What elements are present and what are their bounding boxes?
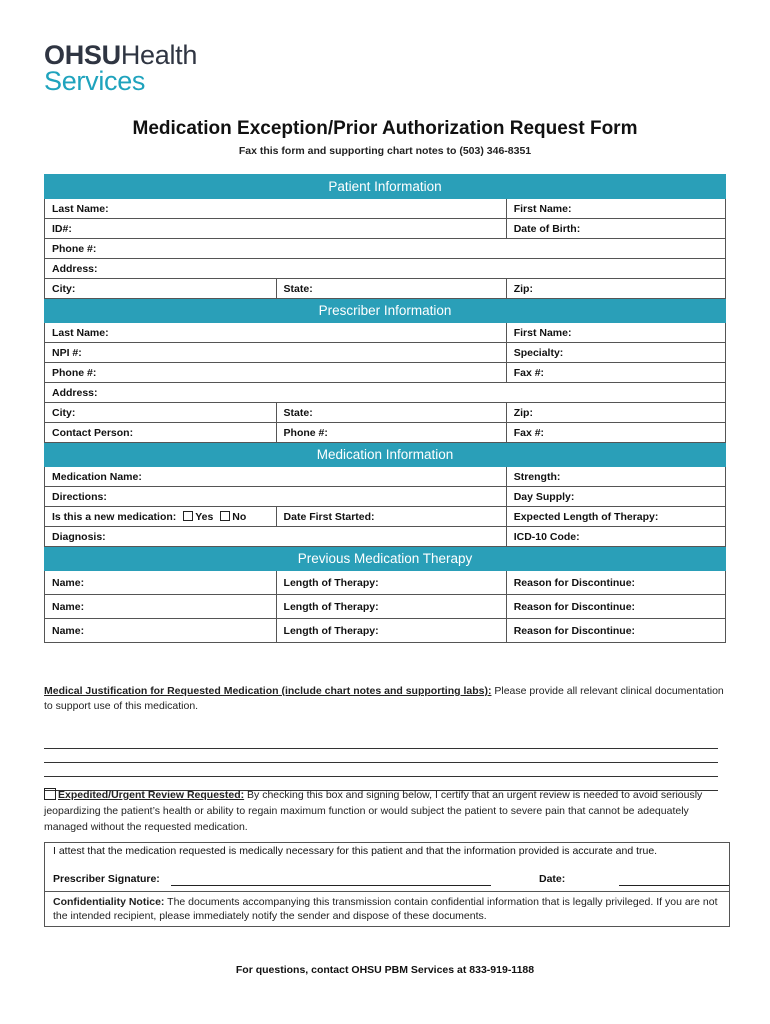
writing-line[interactable] bbox=[44, 763, 718, 777]
patient-first-name-field[interactable]: First Name: bbox=[506, 199, 725, 219]
previous-name-field[interactable]: Name: bbox=[45, 595, 277, 619]
icd10-code-field[interactable]: ICD-10 Code: bbox=[506, 527, 725, 547]
prescriber-signature-line[interactable] bbox=[171, 885, 491, 886]
signature-date-line[interactable] bbox=[619, 885, 729, 886]
patient-city-field[interactable]: City: bbox=[45, 279, 277, 299]
signature-date-label: Date: bbox=[539, 873, 566, 885]
prescriber-section-header: Prescriber Information bbox=[45, 299, 726, 323]
prescriber-state-field[interactable]: State: bbox=[276, 403, 506, 423]
request-form-table bbox=[44, 174, 726, 643]
no-checkbox[interactable] bbox=[220, 511, 230, 521]
previous-name-field[interactable]: Name: bbox=[45, 619, 277, 643]
patient-state-field[interactable]: State: bbox=[276, 279, 506, 299]
prescriber-zip-field[interactable]: Zip: bbox=[506, 403, 725, 423]
justification-writing-lines[interactable] bbox=[44, 735, 718, 791]
confidentiality-label: Confidentiality Notice: bbox=[53, 896, 165, 908]
expedited-checkbox[interactable] bbox=[44, 788, 56, 800]
patient-id-field[interactable]: ID#: bbox=[45, 219, 507, 239]
medication-section-header: Medication Information bbox=[45, 443, 726, 467]
expedited-review bbox=[44, 787, 726, 835]
confidentiality-notice bbox=[44, 892, 730, 927]
prescriber-address-field[interactable]: Address: bbox=[45, 383, 726, 403]
logo-health: Health bbox=[120, 40, 198, 70]
patient-address-field[interactable]: Address: bbox=[45, 259, 726, 279]
prescriber-npi-field[interactable]: NPI #: bbox=[45, 343, 507, 363]
expedited-label: Expedited/Urgent Review Requested: bbox=[58, 789, 245, 801]
logo-services: Services bbox=[44, 66, 146, 96]
yes-checkbox[interactable] bbox=[183, 511, 193, 521]
new-medication-question bbox=[45, 507, 277, 527]
previous-name-field[interactable]: Name: bbox=[45, 571, 277, 595]
prescriber-signature-label: Prescriber Signature: bbox=[53, 873, 160, 885]
prescriber-specialty-field[interactable]: Specialty: bbox=[506, 343, 725, 363]
medical-justification bbox=[44, 684, 726, 714]
prescriber-fax-field[interactable]: Fax #: bbox=[506, 363, 725, 383]
attestation-text: I attest that the medication requested is medically necessary for this patient and that the information provided is accurate and true. bbox=[53, 845, 658, 857]
patient-phone-field[interactable]: Phone #: bbox=[45, 239, 726, 259]
footer-contact: For questions, contact OHSU PBM Services at 833-919-1188 bbox=[235, 964, 535, 976]
contact-person-field[interactable]: Contact Person: bbox=[45, 423, 277, 443]
fax-instructions: Fax this form and supporting chart notes to (503) 346-8351 bbox=[238, 145, 532, 157]
day-supply-field[interactable]: Day Supply: bbox=[506, 487, 725, 507]
expedited-text: By checking this box and signing below, I certify that an urgent review is needed to avoid seriously jeopardizing the patient’s health or ability to regain maximum function or would subject the patient to severe pain that cannot be adequately managed without the requested medication. bbox=[44, 789, 703, 833]
previous-therapy-section-header: Previous Medication Therapy bbox=[45, 547, 726, 571]
writing-line[interactable] bbox=[44, 749, 718, 763]
justification-label: Medical Justification for Requested Medication (include chart notes and supporting labs): bbox=[44, 685, 492, 697]
prescriber-phone-field[interactable]: Phone #: bbox=[45, 363, 507, 383]
expected-length-field[interactable]: Expected Length of Therapy: bbox=[506, 507, 725, 527]
prescriber-first-name-field[interactable]: First Name: bbox=[506, 323, 725, 343]
previous-reason-field[interactable]: Reason for Discontinue: bbox=[506, 595, 725, 619]
confidentiality-text: The documents accompanying this transmission contain confidential information that is legally privileged. If you are not the intended recipient, please immediately notify the sender and dispose of these documents. bbox=[53, 896, 718, 922]
patient-dob-field[interactable]: Date of Birth: bbox=[506, 219, 725, 239]
previous-reason-field[interactable]: Reason for Discontinue: bbox=[506, 619, 725, 643]
medication-name-field[interactable]: Medication Name: bbox=[45, 467, 507, 487]
contact-phone-field[interactable]: Phone #: bbox=[276, 423, 506, 443]
writing-line[interactable] bbox=[44, 735, 718, 749]
prescriber-city-field[interactable]: City: bbox=[45, 403, 277, 423]
ohsu-health-services-logo bbox=[44, 42, 197, 95]
patient-last-name-field[interactable]: Last Name: bbox=[45, 199, 507, 219]
diagnosis-field[interactable]: Diagnosis: bbox=[45, 527, 507, 547]
patient-section-header: Patient Information bbox=[45, 175, 726, 199]
attestation-box bbox=[44, 842, 730, 892]
logo-ohsu: OHSU bbox=[44, 40, 121, 70]
justification-text: Please provide all relevant clinical documentation to support use of this medication. bbox=[44, 685, 724, 712]
yes-label: Yes bbox=[195, 510, 214, 523]
previous-length-field[interactable]: Length of Therapy: bbox=[276, 571, 506, 595]
patient-zip-field[interactable]: Zip: bbox=[506, 279, 725, 299]
form-title: Medication Exception/Prior Authorization Request Form bbox=[132, 118, 638, 139]
no-label: No bbox=[232, 510, 247, 523]
date-first-started-field[interactable]: Date First Started: bbox=[276, 507, 506, 527]
previous-length-field[interactable]: Length of Therapy: bbox=[276, 619, 506, 643]
new-medication-label: Is this a new medication: bbox=[52, 510, 177, 523]
contact-fax-field[interactable]: Fax #: bbox=[506, 423, 725, 443]
directions-field[interactable]: Directions: bbox=[45, 487, 507, 507]
previous-reason-field[interactable]: Reason for Discontinue: bbox=[506, 571, 725, 595]
strength-field[interactable]: Strength: bbox=[506, 467, 725, 487]
prescriber-last-name-field[interactable]: Last Name: bbox=[45, 323, 507, 343]
previous-length-field[interactable]: Length of Therapy: bbox=[276, 595, 506, 619]
